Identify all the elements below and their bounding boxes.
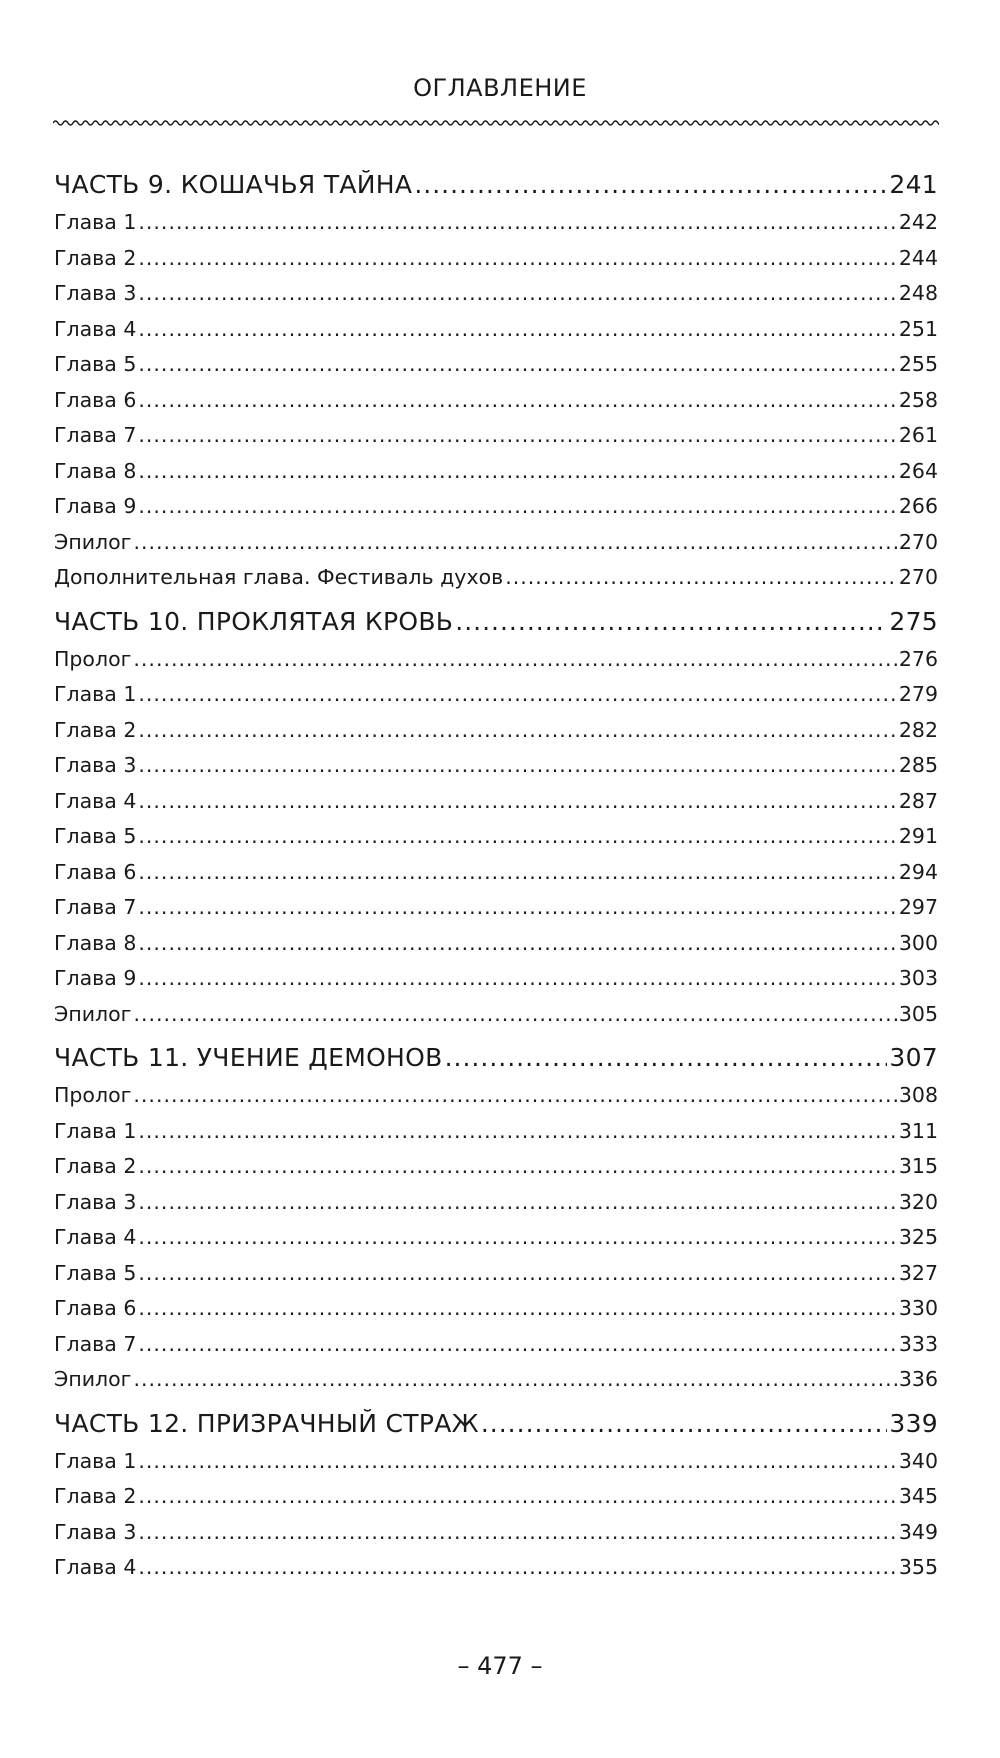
toc-part-page: 307 [889, 1043, 938, 1072]
dot-leader [138, 317, 896, 341]
toc-entry-page: 279 [898, 682, 938, 706]
toc-entry-label: Глава 6 [54, 1296, 137, 1320]
dot-leader [138, 860, 896, 884]
toc-entry-page: 336 [898, 1367, 938, 1391]
wavy-divider [53, 116, 939, 130]
toc-entry-label: Глава 2 [54, 717, 137, 742]
toc-entry-page: 285 [898, 753, 938, 777]
toc-entry [54, 1225, 938, 1261]
dot-leader [138, 753, 896, 777]
toc-entry-page: 345 [898, 1484, 938, 1508]
toc-entry-label: Глава 8 [54, 458, 137, 483]
dot-leader [133, 1083, 896, 1107]
dot-leader [133, 1367, 896, 1391]
toc-entry [54, 931, 938, 967]
toc-entry-page: 287 [898, 788, 938, 813]
toc-entry-label: Глава 5 [54, 1260, 137, 1285]
toc-entry [54, 895, 938, 931]
toc-entry-page: 244 [898, 245, 938, 270]
toc-part-title: ЧАСТЬ 12. ПРИЗРАЧНЫЙ СТРАЖ [54, 1408, 479, 1438]
dot-leader [133, 530, 896, 554]
toc-entry [54, 682, 938, 718]
dot-leader [455, 607, 887, 636]
toc-entry [54, 1261, 938, 1297]
toc-entry-page: 255 [898, 352, 938, 376]
dot-leader [138, 281, 896, 305]
toc-entry-page: 349 [898, 1519, 938, 1544]
dot-leader [138, 966, 896, 990]
toc-entry-page: 251 [898, 316, 938, 341]
toc-entry-page: 282 [898, 717, 938, 742]
toc-entry-label: Глава 5 [54, 824, 137, 848]
toc-entry [54, 1449, 938, 1485]
toc-entry [54, 753, 938, 789]
toc-entry [54, 860, 938, 896]
toc-entry-label: Глава 2 [54, 1484, 137, 1508]
toc-entry [54, 352, 938, 388]
dot-leader [138, 1225, 896, 1249]
dot-leader [138, 423, 896, 447]
toc-entry [54, 1119, 938, 1155]
toc-part-page: 275 [889, 606, 938, 636]
toc-entry-page: 270 [898, 565, 938, 589]
toc-entry-page: 320 [898, 1189, 938, 1214]
toc-entry [54, 210, 938, 246]
dot-leader [133, 1002, 896, 1026]
toc-part-page: 339 [889, 1408, 938, 1438]
toc-entry-label: Эпилог [54, 1001, 132, 1026]
toc-entry [54, 1002, 938, 1038]
toc-entry-label: Глава 7 [54, 1331, 137, 1356]
toc-entry-page: 291 [898, 824, 938, 848]
dot-leader [445, 1043, 888, 1072]
toc-part-title: ЧАСТЬ 9. КОШАЧЬЯ ТАЙНА [54, 170, 413, 199]
toc-entry-label: Пролог [54, 646, 132, 671]
dot-leader [138, 459, 896, 483]
toc-entry-label: Дополнительная глава. Фестиваль духов [54, 565, 504, 589]
toc-entry-label: Эпилог [54, 529, 132, 554]
toc-entry [54, 494, 938, 530]
dot-leader [138, 388, 896, 412]
toc-entry [54, 281, 938, 317]
toc-entry-page: 300 [898, 930, 938, 955]
toc-entry-label: Глава 3 [54, 1189, 137, 1214]
toc-entry [54, 1083, 938, 1119]
toc-entry-label: Эпилог [54, 1367, 132, 1391]
toc-entry [54, 824, 938, 860]
dot-leader [138, 352, 896, 376]
dot-leader [138, 1484, 896, 1508]
toc-entry-page: 325 [898, 1225, 938, 1249]
toc-entry-label: Глава 4 [54, 316, 137, 341]
dot-leader [138, 1520, 896, 1544]
toc-entry [54, 718, 938, 754]
toc-part-title: ЧАСТЬ 11. УЧЕНИЕ ДЕМОНОВ [54, 1043, 443, 1072]
toc-entry-page: 315 [898, 1154, 938, 1178]
toc-entry-page: 311 [898, 1118, 938, 1143]
toc-entry-page: 242 [898, 210, 938, 234]
page-header-title: ОГЛАВЛЕНИЕ [413, 74, 587, 102]
toc-entry-page: 330 [898, 1296, 938, 1320]
toc-entry-label: Глава 4 [54, 788, 137, 813]
toc-entry-label: Глава 1 [54, 682, 137, 706]
toc-entry [54, 647, 938, 683]
toc-part-page: 241 [889, 170, 938, 199]
dot-leader [138, 1119, 896, 1143]
toc-entry-label: Глава 3 [54, 281, 137, 305]
toc-entry [54, 1154, 938, 1190]
toc-entry [54, 423, 938, 459]
toc-entry-label: Глава 3 [54, 1519, 137, 1544]
toc-entry-page: 248 [898, 281, 938, 305]
toc-entry-page: 276 [898, 646, 938, 671]
toc-entry-label: Глава 9 [54, 966, 137, 990]
dot-leader [138, 1261, 896, 1285]
toc-entry [54, 246, 938, 282]
toc-entry-page: 303 [898, 966, 938, 990]
toc-part-title: ЧАСТЬ 10. ПРОКЛЯТАЯ КРОВЬ [54, 606, 454, 636]
dot-leader [138, 1190, 896, 1214]
toc-entry [54, 1190, 938, 1226]
toc-entry-page: 258 [898, 387, 938, 412]
dot-leader [414, 170, 887, 199]
toc-entry-label: Глава 6 [54, 387, 137, 412]
toc-entry [54, 1555, 938, 1591]
dot-leader [138, 1154, 896, 1178]
toc-entry [54, 1332, 938, 1368]
toc-entry [54, 530, 938, 566]
toc-entry-label: Глава 2 [54, 245, 137, 270]
toc-entry-page: 294 [898, 859, 938, 884]
toc-entry [54, 1484, 938, 1520]
toc-part-heading [54, 170, 938, 210]
toc-entry [54, 317, 938, 353]
dot-leader [138, 246, 896, 270]
toc-entry-page: 355 [898, 1555, 938, 1579]
dot-leader [138, 1449, 896, 1473]
toc-entry [54, 966, 938, 1002]
dot-leader [133, 647, 896, 671]
toc-entry-label: Глава 5 [54, 352, 137, 376]
toc-entry-label: Глава 6 [54, 859, 137, 884]
toc-entry-page: 264 [898, 458, 938, 483]
toc-entry-label: Глава 7 [54, 895, 137, 919]
toc-entry-label: Глава 7 [54, 423, 137, 447]
dot-leader [138, 494, 896, 518]
dot-leader [138, 210, 896, 234]
toc-entry-label: Пролог [54, 1083, 132, 1107]
toc-entry-label: Глава 2 [54, 1154, 137, 1178]
toc-entry-label: Глава 9 [54, 494, 137, 518]
toc-entry-page: 266 [898, 494, 938, 518]
toc-entry-label: Глава 4 [54, 1555, 137, 1579]
toc-part-heading [54, 1409, 938, 1449]
toc-entry-page: 333 [898, 1331, 938, 1356]
toc-entry-label: Глава 1 [54, 1118, 137, 1143]
toc-entry-label: Глава 3 [54, 753, 137, 777]
dot-leader [138, 1332, 896, 1356]
toc-entry [54, 789, 938, 825]
dot-leader [138, 789, 896, 813]
toc-entry-label: Глава 8 [54, 930, 137, 955]
toc-entry [54, 388, 938, 424]
toc-entry-page: 261 [898, 423, 938, 447]
dot-leader [505, 565, 897, 589]
toc-entry-page: 308 [898, 1083, 938, 1107]
toc-part-heading [54, 607, 938, 647]
dot-leader [138, 1555, 896, 1579]
page-number: – 477 – [457, 1652, 543, 1680]
dot-leader [481, 1409, 888, 1438]
dot-leader [138, 1296, 896, 1320]
dot-leader [138, 931, 896, 955]
dot-leader [138, 895, 896, 919]
toc-entry-label: Глава 4 [54, 1225, 137, 1249]
toc-entry-label: Глава 1 [54, 210, 137, 234]
toc-entry-page: 297 [898, 895, 938, 919]
toc-entry-label: Глава 1 [54, 1448, 137, 1473]
toc-entry-page: 327 [898, 1260, 938, 1285]
toc-entry [54, 565, 938, 601]
toc-entry-page: 340 [898, 1448, 938, 1473]
toc-entry [54, 1520, 938, 1556]
table-of-contents [54, 170, 938, 1591]
dot-leader [138, 682, 896, 706]
toc-entry-page: 305 [898, 1001, 938, 1026]
toc-part-heading [54, 1043, 938, 1083]
toc-entry [54, 1367, 938, 1403]
dot-leader [138, 824, 896, 848]
dot-leader [138, 718, 896, 742]
toc-entry [54, 1296, 938, 1332]
toc-entry-page: 270 [898, 529, 938, 554]
toc-entry [54, 459, 938, 495]
